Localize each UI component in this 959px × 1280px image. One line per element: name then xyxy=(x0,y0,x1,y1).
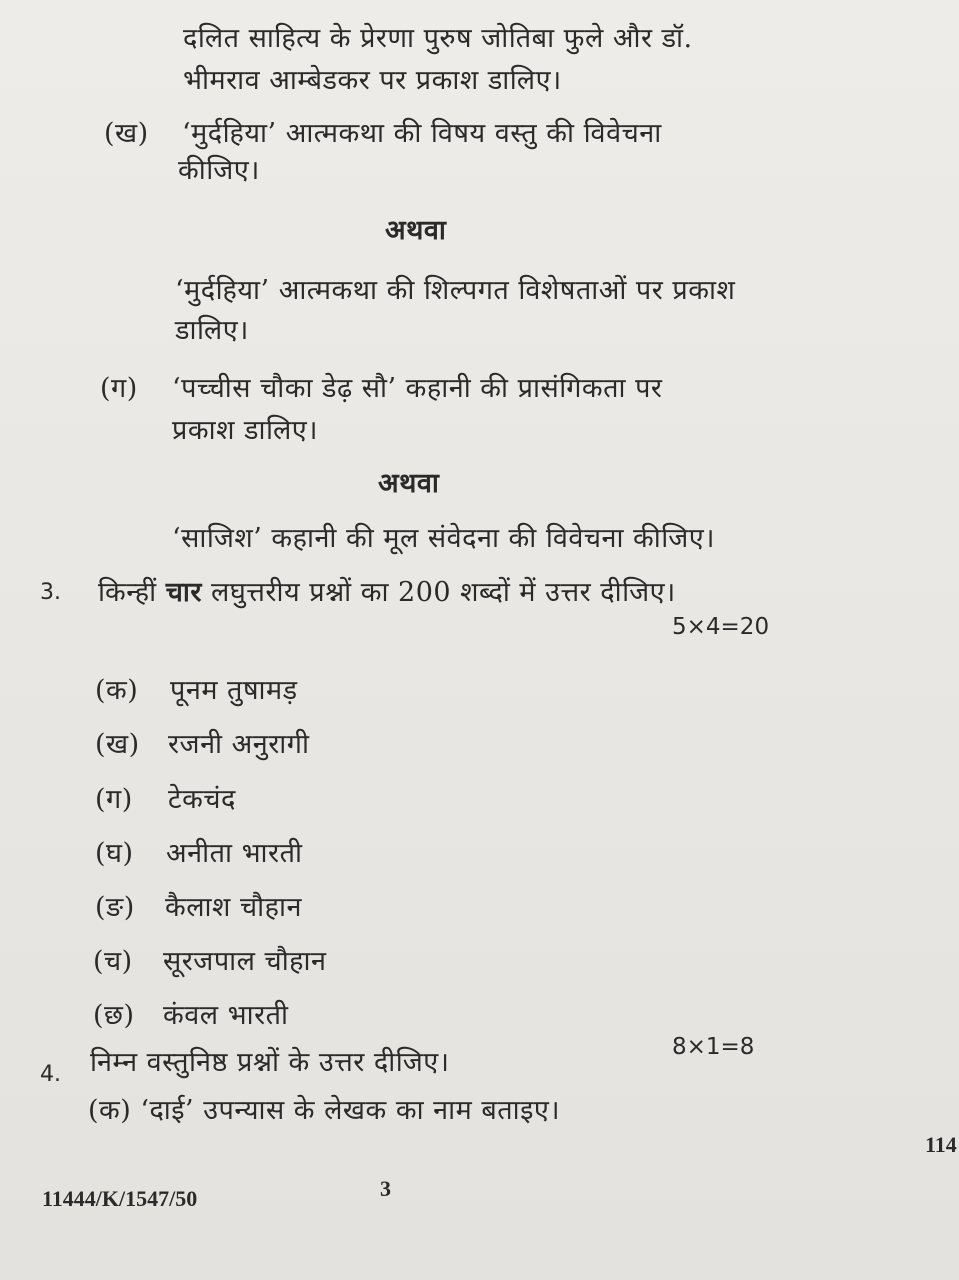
q4-text: निम्न वस्तुनिष्ठ प्रश्नों के उत्तर दीजिए। xyxy=(90,1047,450,1078)
q3-item-text: कंवल भारती xyxy=(163,1000,289,1031)
q3-text-pre: किन्हीं xyxy=(98,577,157,608)
q3-item-label: (च) xyxy=(93,946,133,977)
q3-item-label: (छ) xyxy=(93,1000,135,1031)
q3-marks: 5×4=20 xyxy=(672,614,770,640)
q2-kha-line1: ‘मुर्दहिया’ आत्मकथा की विषय वस्तु की विवेचना xyxy=(182,118,662,149)
q3-item-label: (ग) xyxy=(95,784,133,815)
q2-kha-alt-line2: डालिए। xyxy=(175,315,249,346)
side-code: 114 xyxy=(925,1132,957,1157)
q2-kha-label: (ख) xyxy=(104,118,149,149)
q2-ga-line1: ‘पच्चीस चौका डेढ़ सौ’ कहानी की प्रासंगिकता पर xyxy=(172,373,663,404)
athva-heading-1: अथवा xyxy=(385,215,447,246)
q3-item-text: अनीता भारती xyxy=(166,838,303,869)
q4-number: 4. xyxy=(40,1062,61,1087)
q2-ka-line1: दलित साहित्य के प्रेरणा पुरुष जोतिबा फुले और डॉ. xyxy=(183,23,693,54)
paper-code: 11444/K/1547/50 xyxy=(42,1186,198,1211)
q3-item-label: (ख) xyxy=(95,729,140,760)
q3-item-label: (क) xyxy=(95,675,139,706)
q3-item-text: टेकचंद xyxy=(168,784,236,815)
q2-ga-label: (ग) xyxy=(100,373,138,404)
q4-marks: 8×1=8 xyxy=(672,1034,755,1060)
q3-item-text: पूनम तुषामड़ xyxy=(170,675,298,706)
page-number: 3 xyxy=(380,1176,391,1201)
q3-item-text: सूरजपाल चौहान xyxy=(163,946,327,977)
q3-number: 3. xyxy=(40,580,61,605)
q4-item-ka: (क) ‘दाई’ उपन्यास के लेखक का नाम बताइए। xyxy=(88,1095,561,1126)
q3-item-label: (ङ) xyxy=(95,892,135,923)
q2-ga-line2: प्रकाश डालिए। xyxy=(172,415,318,446)
q3-item-label: (घ) xyxy=(95,838,134,869)
q3-item-text: रजनी अनुरागी xyxy=(168,729,310,760)
q3-item-text: कैलाश चौहान xyxy=(165,892,302,923)
q2-ga-alt-line1: ‘साजिश’ कहानी की मूल संवेदना की विवेचना कीजिए। xyxy=(172,523,715,554)
q2-kha-line2: कीजिए। xyxy=(178,155,260,186)
q2-kha-alt-line1: ‘मुर्दहिया’ आत्मकथा की शिल्पगत विशेषताओं पर प्रकाश xyxy=(175,275,736,306)
q3-text-post: लघुत्तरीय प्रश्नों का 200 शब्दों में उत्तर दीजिए। xyxy=(211,577,676,608)
athva-heading-2: अथवा xyxy=(378,468,440,499)
q2-ka-line2: भीमराव आम्बेडकर पर प्रकाश डालिए। xyxy=(183,65,562,96)
q3-text xyxy=(98,572,676,609)
q3-text-bold: चार xyxy=(165,577,202,608)
